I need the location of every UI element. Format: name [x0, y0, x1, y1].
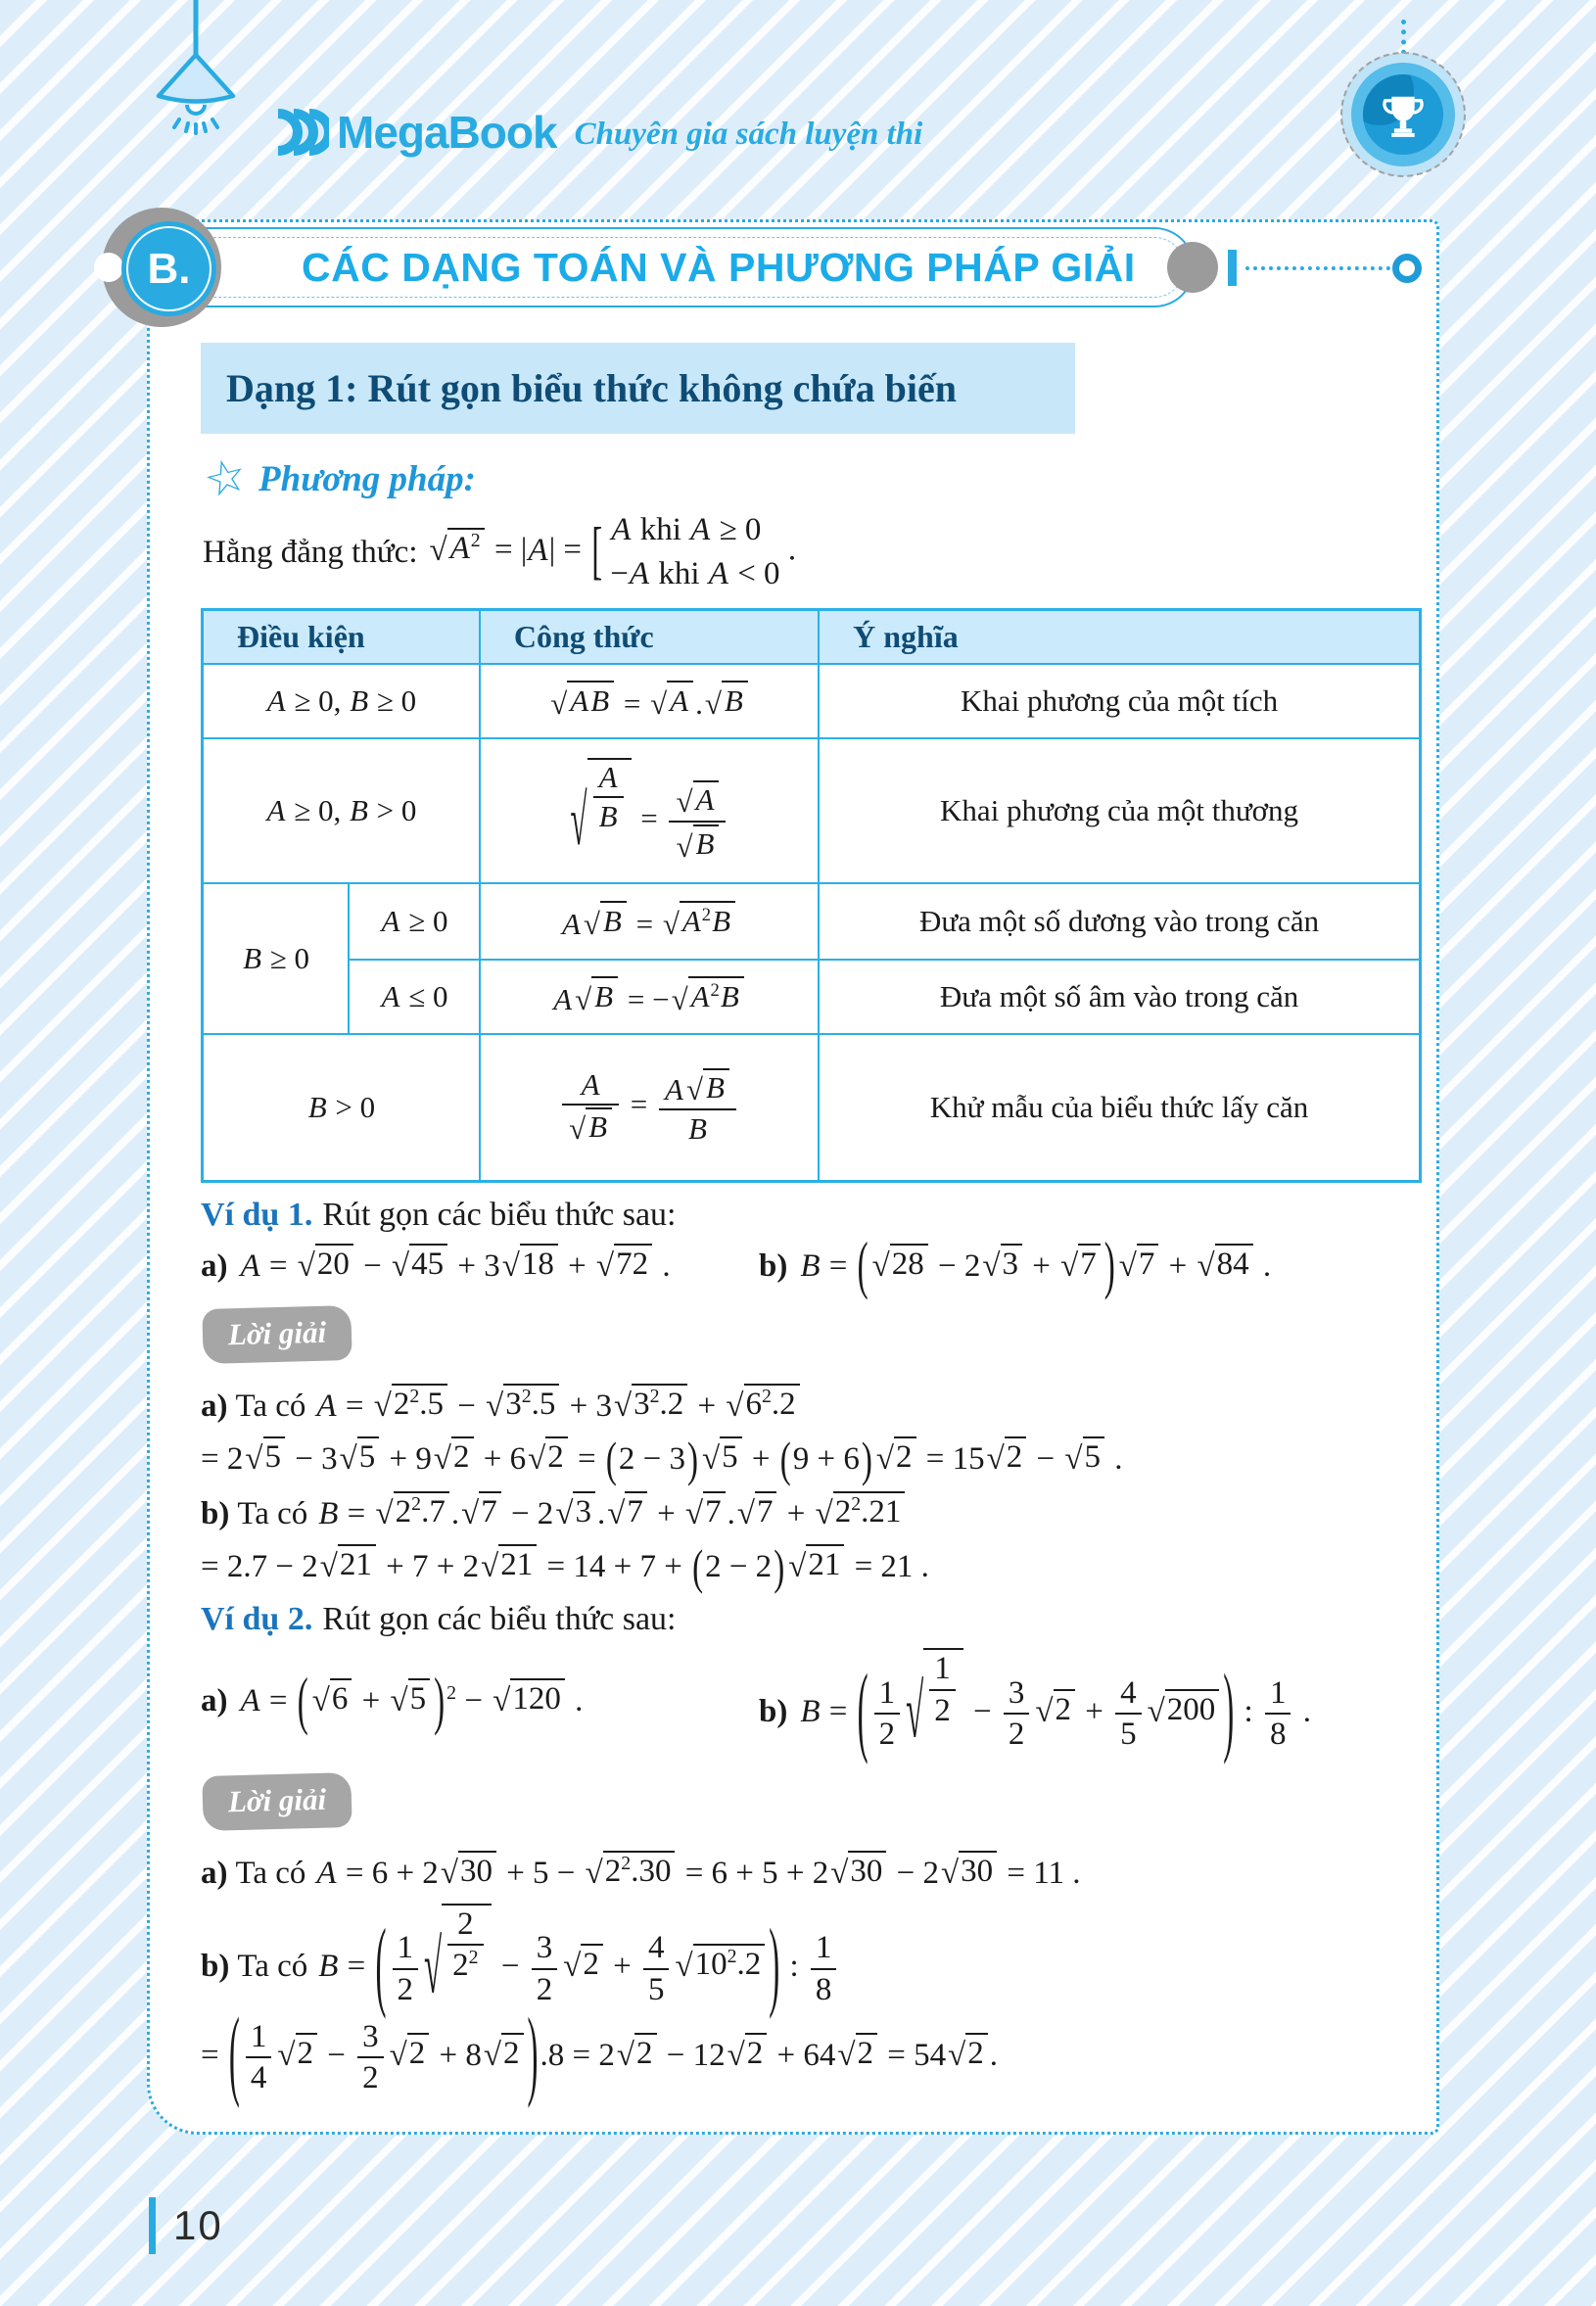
line-label: b) [201, 1949, 230, 1985]
logo-tagline: Chuyên gia sách luyện thi [574, 116, 923, 152]
trophy-icon [1342, 54, 1464, 175]
part-a-label: a) [201, 1683, 228, 1719]
solution-line [201, 1851, 1427, 1892]
line-math: B = ( $\frac{1}{2}$ √ $\frac{2}{2^2}$ − $\frac{3}{2}$ √ 2 + $\frac{4}{5}$ √ $10^2.2$ ) : $\frac{1}{8}$ [317, 1949, 840, 1984]
solution-badge: Lời giải [202, 1305, 352, 1364]
hanging-lamp-icon [147, 0, 245, 142]
condition-group-cell: B ≥ 0 [203, 883, 350, 1034]
identity-math: √ $A^2$ = |A| = [ A khi A ≥ 0 −A khi A < 0 . [429, 512, 797, 591]
formula-cell: A √ B = − √ $A^2B$ [480, 960, 819, 1034]
solution-line [201, 2000, 1427, 2111]
table-row [203, 1034, 1421, 1181]
example1-prompt: Rút gọn các biểu thức sau: [322, 1196, 677, 1233]
line-lead: Ta có [237, 1949, 308, 1985]
table-row [203, 883, 1421, 960]
meaning-cell: Khử mẫu của biểu thức lấy căn [819, 1034, 1420, 1181]
dang1-title: Dạng 1: Rút gọn biểu thức không chứa biến [226, 366, 957, 410]
line-lead: Ta có [235, 1388, 306, 1425]
page-content [199, 343, 1427, 2111]
condition-cell: A ≥ 0, B ≥ 0 [203, 664, 480, 738]
part-b-label: b) [759, 1693, 788, 1729]
line-label: b) [201, 1496, 230, 1532]
table-row [203, 738, 1421, 883]
section-banner [98, 225, 1439, 309]
table-row [203, 664, 1421, 738]
formula-table [201, 608, 1422, 1183]
solution-line [201, 1904, 1427, 2022]
footer [149, 2197, 223, 2254]
line-label: a) [201, 1855, 228, 1891]
formula-cell: √ AB = √ A . √ B [480, 664, 819, 738]
line-math: A = 6 + 2 √ 30 + 5 − √ $2^2.30$ = 6 + 5 + 2 √ 30 − 2 √ 30 = 11 . [315, 1856, 1080, 1891]
condition-cell: B > 0 [203, 1034, 480, 1181]
method-row [199, 447, 1427, 509]
example1-part-b [759, 1231, 1427, 1302]
line-math: = ( $\frac{1}{4}$ √ 2 − $\frac{3}{2}$ √ 2 + 8 √ 2 ).8 = 2 √ 2 − 12 √ 2 + 64 √ 2 = 54 √ 2 . [201, 2000, 998, 2111]
solution-line [201, 1542, 1427, 1596]
line-math: A = √ $2^2.5$ − √ $3^2.5$ + 3 √ $3^2.2$ + √ $6^2.2$ [315, 1388, 801, 1424]
meaning-cell: Khai phương của một thương [819, 738, 1420, 883]
identity-line [203, 512, 1427, 592]
condition-cell: A ≥ 0, B > 0 [203, 738, 480, 883]
page-number: 10 [173, 2202, 223, 2248]
example2-part-b [759, 1648, 1427, 1767]
col-header-y-nghia: Ý nghĩa [819, 610, 1420, 665]
meaning-cell: Đưa một số dương vào trong căn [819, 883, 1420, 960]
example1-label: Ví dụ 1. [201, 1196, 313, 1233]
example2-heading [201, 1601, 1427, 1638]
line-math: = 2.7 − 2 √ 21 + 7 + 2 √ 21 = 14 + 7 + (2 − 2) √ 21 = 21 . [201, 1542, 929, 1596]
logo-arcs-icon [272, 107, 329, 158]
meaning-cell: Đưa một số âm vào trong căn [819, 960, 1420, 1034]
condition-cell: A ≤ 0 [349, 960, 480, 1034]
logo-text: MegaBook [337, 107, 557, 158]
part-b-math: B = ( √ 28 − 2 √ 3 + √ 7 ) √ 7 + √ 84 . [800, 1231, 1272, 1302]
banner-gray-dot [1167, 242, 1218, 293]
formula-cell: A √ B = √ $A^2B$ [480, 883, 819, 960]
badge-label: B. [147, 244, 191, 293]
example1-heading [201, 1197, 1427, 1234]
example2-label: Ví dụ 2. [201, 1601, 313, 1638]
part-b-label: b) [759, 1247, 788, 1284]
method-label: Phương pháp: [258, 458, 476, 499]
line-math: = 2 √ 5 − 3 √ 5 + 9 √ 2 + 6 √ 2 = (2 − 3) √ 5 + (9 + 6) √ 2 = 15 √ 2 − √ 5 . [201, 1435, 1123, 1488]
meaning-cell: Khai phương của một tích [819, 664, 1420, 738]
banner-dotted-line [1245, 266, 1390, 270]
line-math: B = √ $2^2.7$ . √ 7 − 2 √ 3 . √ 7 + √ 7 . √ 7 + √ $2^2.21$ [317, 1496, 907, 1531]
star-icon: ☆ [199, 447, 253, 509]
part-b-math: B = ( $\frac{1}{2}$ √ $\frac{1}{2}$ − $\frac{3}{2}$ √ 2 + $\frac{4}{5}$ √ 200 ) : $\frac{1}{8}$ . [799, 1694, 1311, 1729]
solution-badge: Lời giải [202, 1772, 352, 1831]
solution-line [201, 1384, 1427, 1425]
formula-cell: √ $\frac{A}{B}$ = √ A √ B [480, 738, 819, 883]
part-a-math: A = √ 20 − √ 45 + 3 √ 18 + √ 72 . [240, 1248, 671, 1284]
section-badge [98, 208, 255, 329]
identity-lead: Hằng đẳng thức: [203, 534, 418, 570]
formula-cell: A √ B = A √ B B [480, 1034, 819, 1181]
part-a-math: A = ( √ 6 + √ 5 ) $^2$ − √ 120 . [240, 1667, 584, 1738]
dang1-banner [201, 343, 1075, 434]
example1-problems [201, 1231, 1427, 1302]
megabook-logo [272, 106, 922, 159]
col-header-dieu-kien: Điều kiện [203, 610, 480, 665]
table-row [203, 960, 1421, 1034]
badge-white-dot [94, 253, 123, 282]
banner-blue-bar [1228, 250, 1237, 286]
table-header-row [203, 610, 1421, 665]
condition-cell: A ≥ 0 [349, 883, 480, 960]
part-a-label: a) [201, 1248, 228, 1285]
solution-line [201, 1491, 1427, 1532]
example2-problems [201, 1648, 1427, 1767]
banner-ring-icon [1392, 254, 1422, 283]
line-lead: Ta có [235, 1855, 306, 1891]
section-title: CÁC DẠNG TOÁN VÀ PHƯƠNG PHÁP GIẢI [302, 244, 1136, 290]
example2-part-a [201, 1667, 759, 1738]
col-header-cong-thuc: Công thức [480, 610, 819, 665]
page-number-bar [149, 2197, 156, 2254]
example2-prompt: Rút gọn các biểu thức sau: [322, 1601, 677, 1638]
example1-part-a [201, 1244, 759, 1285]
line-label: a) [201, 1388, 228, 1425]
line-lead: Ta có [237, 1496, 308, 1532]
solution-line [201, 1435, 1427, 1488]
badge-circle [121, 221, 216, 316]
